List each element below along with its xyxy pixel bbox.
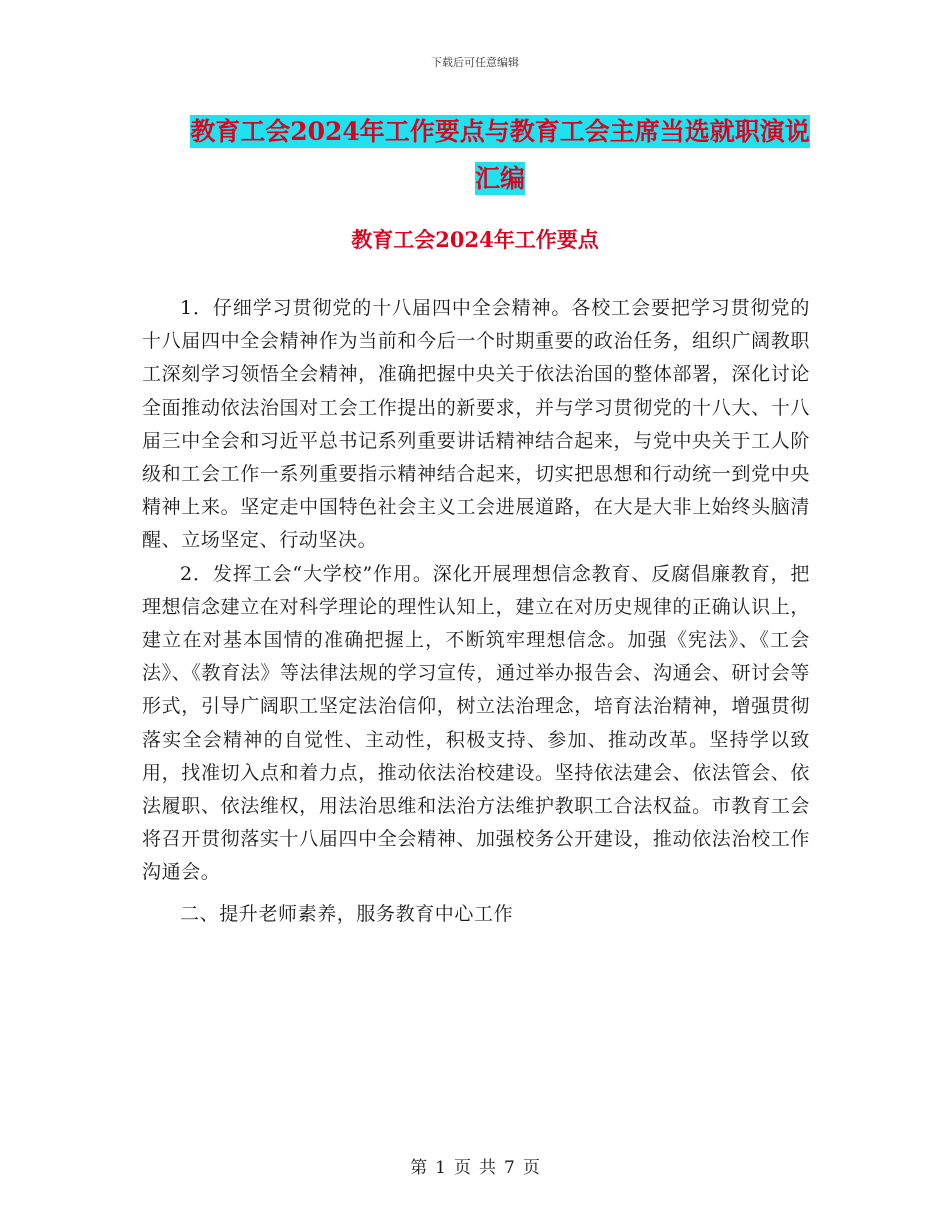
footer-total-prefix: 共 (479, 1158, 496, 1178)
document-title (180, 108, 820, 202)
header-note: 下载后可任意编辑 (431, 56, 519, 69)
footer-prefix: 第 (410, 1158, 428, 1178)
footer-page-total: 7 (504, 1158, 515, 1178)
document-title-text: 教育工会2024年工作要点与教育工会主席当选就职演说汇编 (190, 117, 810, 193)
paragraph-1: 1．仔细学习贯彻党的十八届四中全会精神。各校工会要把学习贯彻党的十八届四中全会精神作为当前和今后一个时期重要的政治任务，组织广阔教职工深刻学习领悟全会精神，准确把握中央关于依法治国的整体部署，深化讨论全面推动依法治国对工会工作提出的新要求，并与学习贯彻党的十八大、十八届三中全会和习近平总书记系列重要讲话精神结合起来，与党中央关于工人阶级和工会工作一系列重要指示精神结合起来，切实把思想和行动统一到党中央精神上来。坚定走中国特色社会主义工会进展道路，在大是大非上始终头脑清醒、立场坚定、行动坚决。 (142, 297, 810, 552)
paragraph-2: 2．发挥工会“大学校”作用。深化开展理想信念教育、反腐倡廉教育，把理想信念建立在对科学理论的理性认知上，建立在对历史规律的正确认识上，建立在对基本国情的准确把握上，不断筑牢理想信念。加强《宪法》、《工会法》、《教育法》等法律法规的学习宣传，通过举办报告会、沟通会、研讨会等形式，引导广阔职工坚定法治信仰，树立法治理念，培育法治精神，增强贯彻落实全会精神的自觉性、主动性，积极支持、参加、推动改革。坚持学以致用，找准切入点和着力点，推动依法治校建设。坚持依法建会、依法管会、依法履职、依法维权，用法治思维和法治方法维护教职工合法权益。市教育工会将召开贯彻落实十八届四中全会精神、加强校务公开建设，推动依法治校工作沟通会。 (142, 562, 810, 884)
page-footer (0, 1153, 950, 1178)
section-title: 教育工会2024年工作要点 (351, 227, 599, 252)
subsection-heading: 二、提升老师素养，服务教育中心工作 (180, 902, 514, 925)
footer-page-current: 1 (435, 1158, 446, 1178)
body-text (142, 292, 810, 931)
footer-mid: 页 (454, 1158, 471, 1178)
footer-suffix: 页 (522, 1158, 540, 1178)
